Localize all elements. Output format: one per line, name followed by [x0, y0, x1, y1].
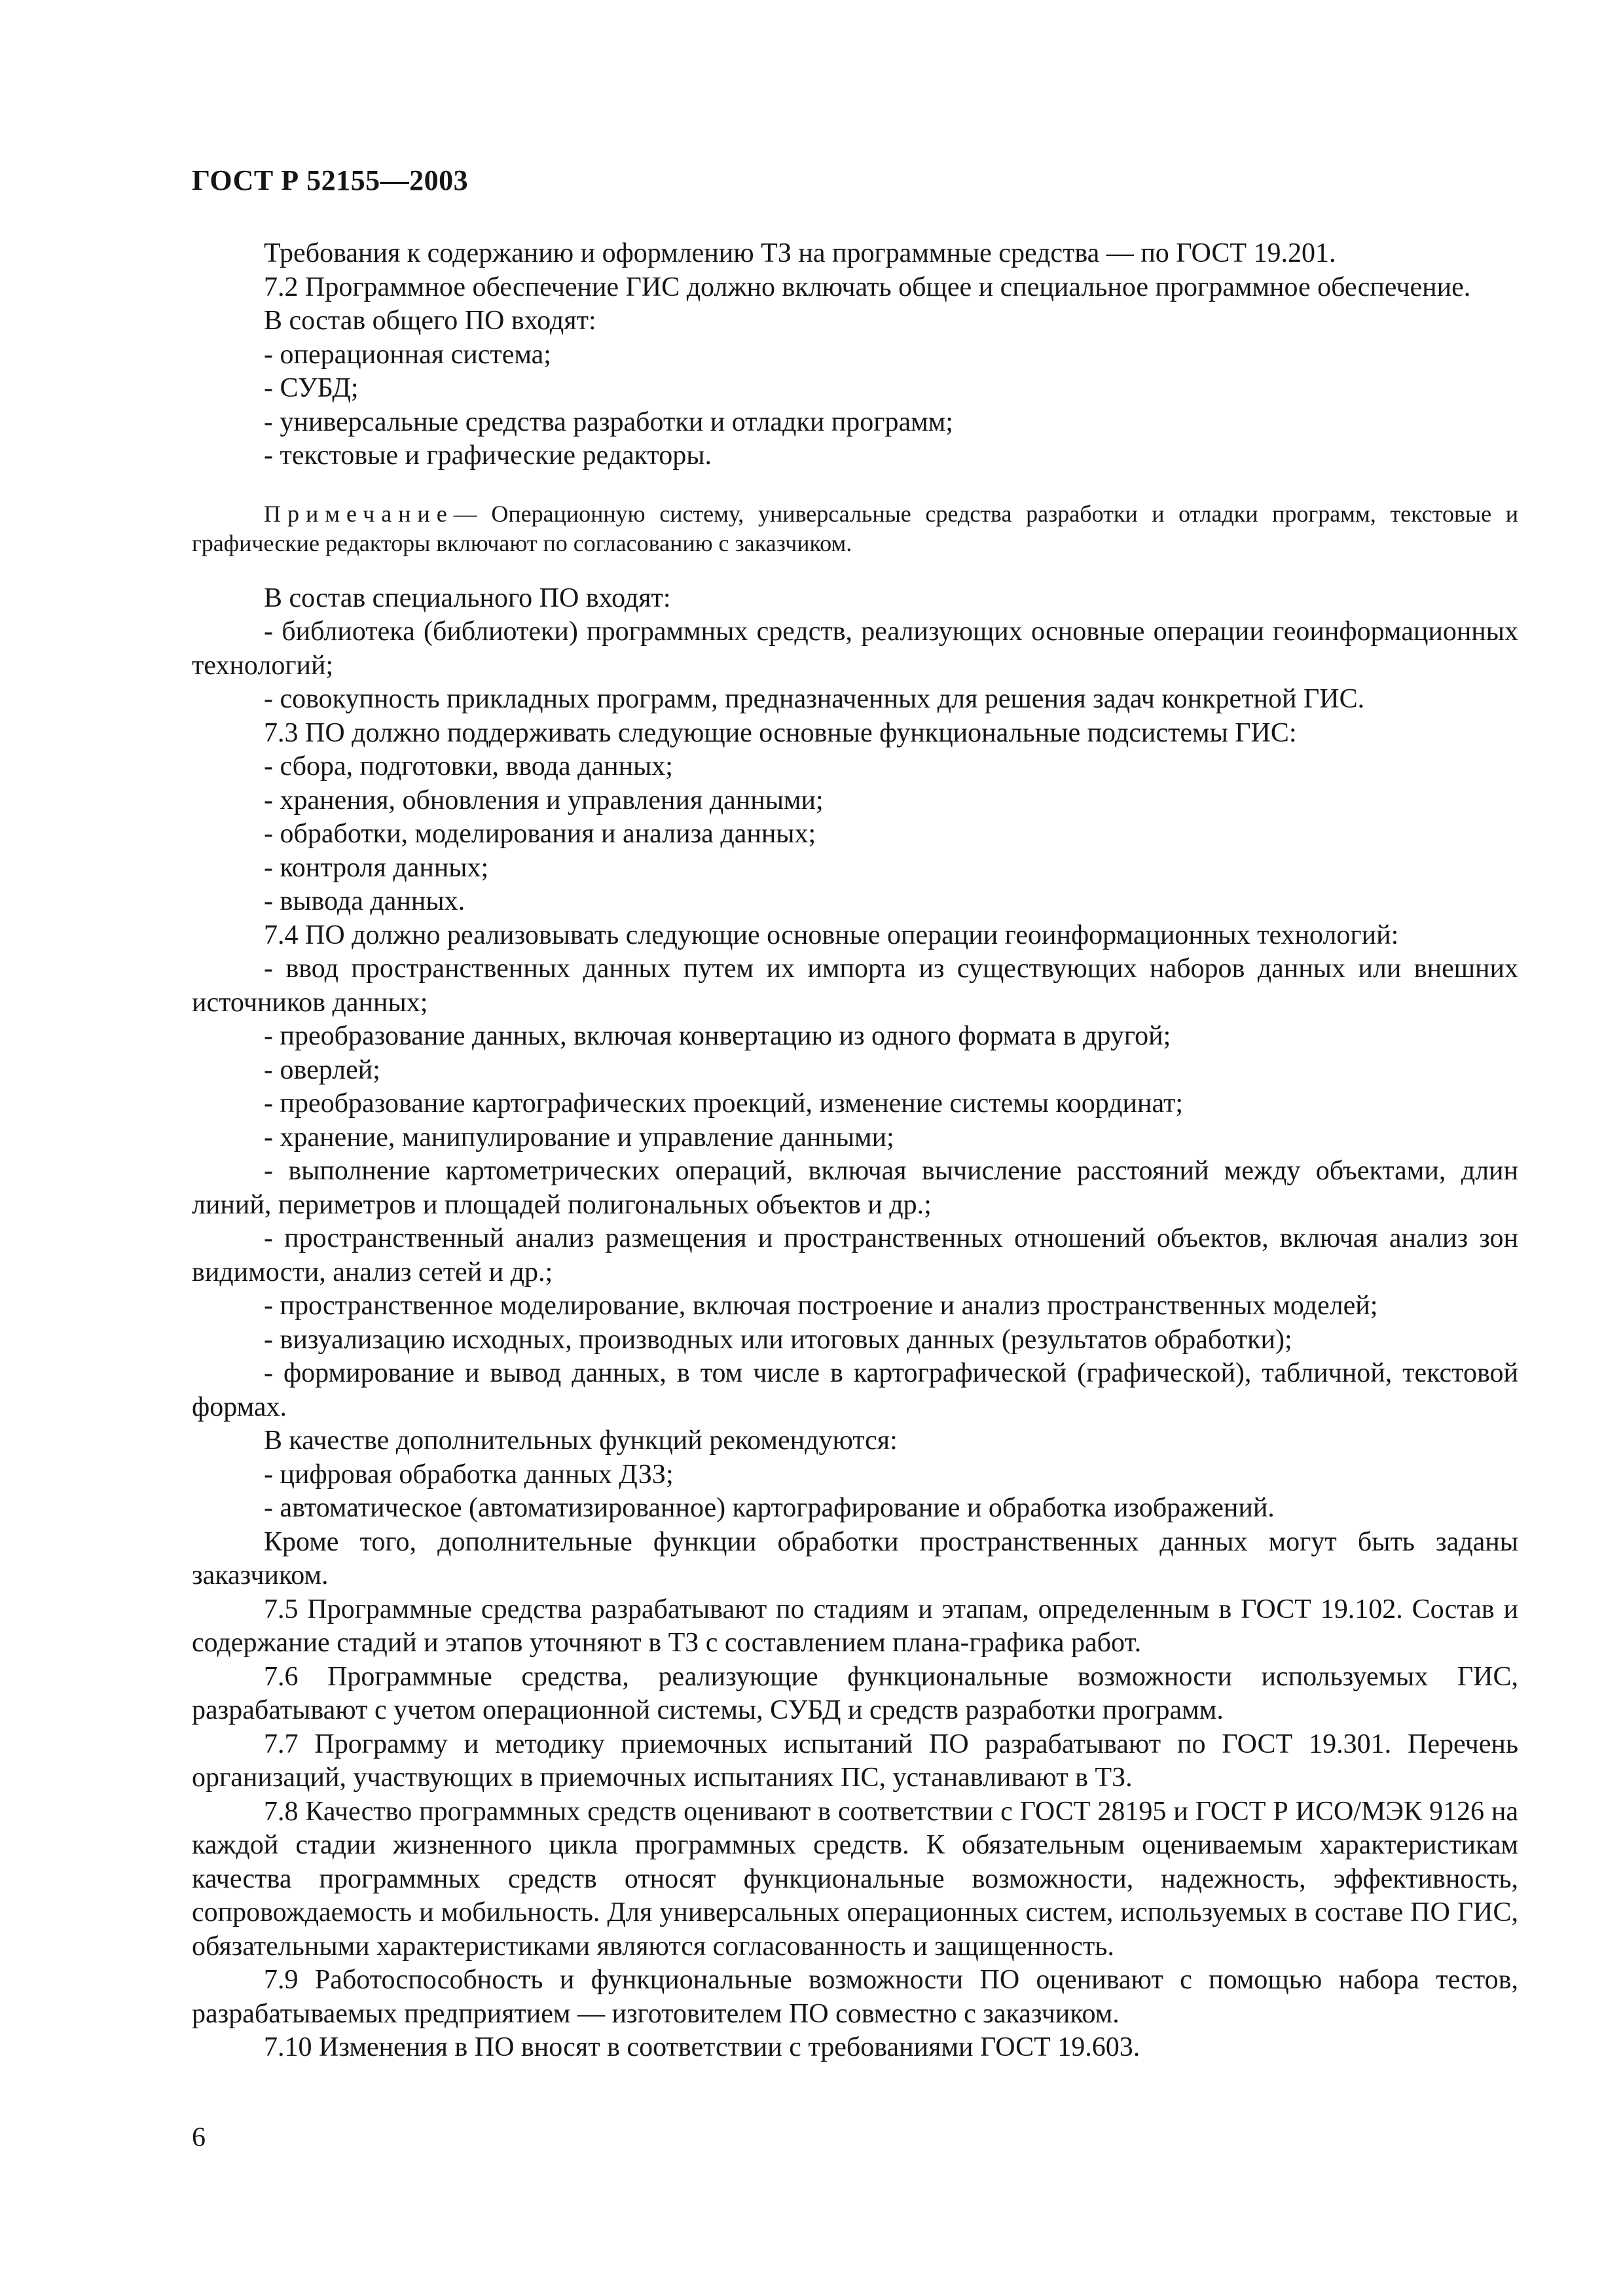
note-label: Примечание [264, 500, 454, 527]
page-number: 6 [192, 2123, 206, 2153]
list-item: - преобразование картографических проекций, изменение системы координат; [264, 1088, 1184, 1119]
list-item: - визуализацию исходных, производных или итоговых данных (результатов обработки); [264, 1324, 1292, 1355]
list-item: - операционная система; [264, 339, 551, 370]
paragraph: 7.3 ПО должно поддерживать следующие основные функциональные подсистемы ГИС: [264, 717, 1297, 748]
page-body [192, 237, 1518, 2065]
list-item: - ввод пространственных данных путем их импорта из существующих наборов данных или внешних источников данных; [192, 954, 1518, 1018]
list-item: - универсальные средства разработки и отладки программ; [264, 406, 953, 437]
list-item: - хранения, обновления и управления данными; [264, 785, 824, 816]
list-item: - выполнение картометрических операций, включая вычисление расстояний между объектами, длин линий, периметров и площадей полигональных объектов и др.; [192, 1156, 1518, 1220]
paragraph: 7.2 Программное обеспечение ГИС должно включать общее и специальное программное обеспечение. [264, 272, 1471, 302]
section-special-software [192, 582, 1518, 2065]
paragraph: Кроме того, дополнительные функции обработки пространственных данных могут быть заданы заказчиком. [192, 1526, 1518, 1590]
list-item: - библиотека (библиотеки) программных средств, реализующих основные операции геоинформационных технологий; [192, 617, 1518, 681]
paragraph: 7.5 Программные средства разрабатывают по стадиям и этапам, определенным в ГОСТ 19.102. Состав и содержание стадий и этапов уточняют в ТЗ с составлением плана-графика работ. [192, 1594, 1518, 1658]
list-item: - хранение, манипулирование и управление данными; [264, 1122, 894, 1153]
list-item: - обработки, моделирования и анализа данных; [264, 819, 816, 849]
paragraph: 7.8 Качество программных средств оценивают в соответствии с ГОСТ 28195 и ГОСТ Р ИСО/МЭК 9126 на каждой стадии жизненного цикла программных средств. К обязательным оцениваемым характеристикам качества программных средств относят функциональные возможности, надежность, эффективность, сопровождаемость и мобильность. Для универсальных операционных систем, используемых в составе ПО ГИС, обязательными характеристиками являются согласованность и защищенность. [192, 1796, 1518, 1962]
paragraph: Требования к содержанию и оформлению ТЗ на программные средства — по ГОСТ 19.201. [264, 238, 1336, 268]
note [192, 499, 1518, 558]
list-item: - совокупность прикладных программ, предназначенных для решения задач конкретной ГИС. [264, 684, 1365, 714]
document-header: ГОСТ Р 52155—2003 [192, 164, 469, 196]
section-general-software [192, 237, 1518, 473]
paragraph: В состав общего ПО входят: [264, 306, 596, 336]
list-item: - сбора, подготовки, ввода данных; [264, 751, 673, 781]
list-item: - преобразование данных, включая конвертацию из одного формата в другой; [264, 1021, 1171, 1051]
list-item: - автоматическое (автоматизированное) картографирование и обработка изображений. [264, 1493, 1275, 1523]
list-item: - вывода данных. [264, 886, 465, 916]
paragraph: 7.7 Программу и методику приемочных испытаний ПО разрабатывают по ГОСТ 19.301. Перечень организаций, участвующих в приемочных испытаниях ПС, устанавливают в ТЗ. [192, 1729, 1518, 1793]
list-item: - СУБД; [264, 373, 359, 403]
paragraph: 7.10 Изменения в ПО вносят в соответствии с требованиями ГОСТ 19.603. [264, 2032, 1140, 2062]
list-item: - контроля данных; [264, 852, 489, 883]
paragraph: 7.9 Работоспособность и функциональные возможности ПО оценивают с помощью набора тестов, разрабатываемых предприятием — изготовителем ПО совместно с заказчиком. [192, 1965, 1518, 2029]
list-item: - формирование и вывод данных, в том числе в картографической (графической), табличной, текстовой формах. [192, 1358, 1518, 1422]
list-item: - пространственный анализ размещения и пространственных отношений объектов, включая анализ зон видимости, анализ сетей и др.; [192, 1223, 1518, 1287]
list-item: - пространственное моделирование, включая построение и анализ пространственных моделей; [264, 1291, 1378, 1321]
list-item: - оверлей; [264, 1054, 380, 1085]
paragraph: В состав специального ПО входят: [264, 583, 671, 613]
paragraph: 7.4 ПО должно реализовывать следующие основные операции геоинформационных технологий: [264, 920, 1399, 950]
paragraph: 7.6 Программные средства, реализующие функциональные возможности используемых ГИС, разрабатывают с учетом операционной системы, СУБД и средств разработки программ. [192, 1661, 1518, 1725]
list-item: - текстовые и графические редакторы. [264, 440, 712, 471]
note-text: — Операционную систему, универсальные средства разработки и отладки программ, текстовые и графические редакторы включают по согласованию с заказчиком. [192, 500, 1518, 556]
paragraph: В качестве дополнительных функций рекомендуются: [264, 1426, 898, 1456]
list-item: - цифровая обработка данных ДЗЗ; [264, 1459, 674, 1490]
